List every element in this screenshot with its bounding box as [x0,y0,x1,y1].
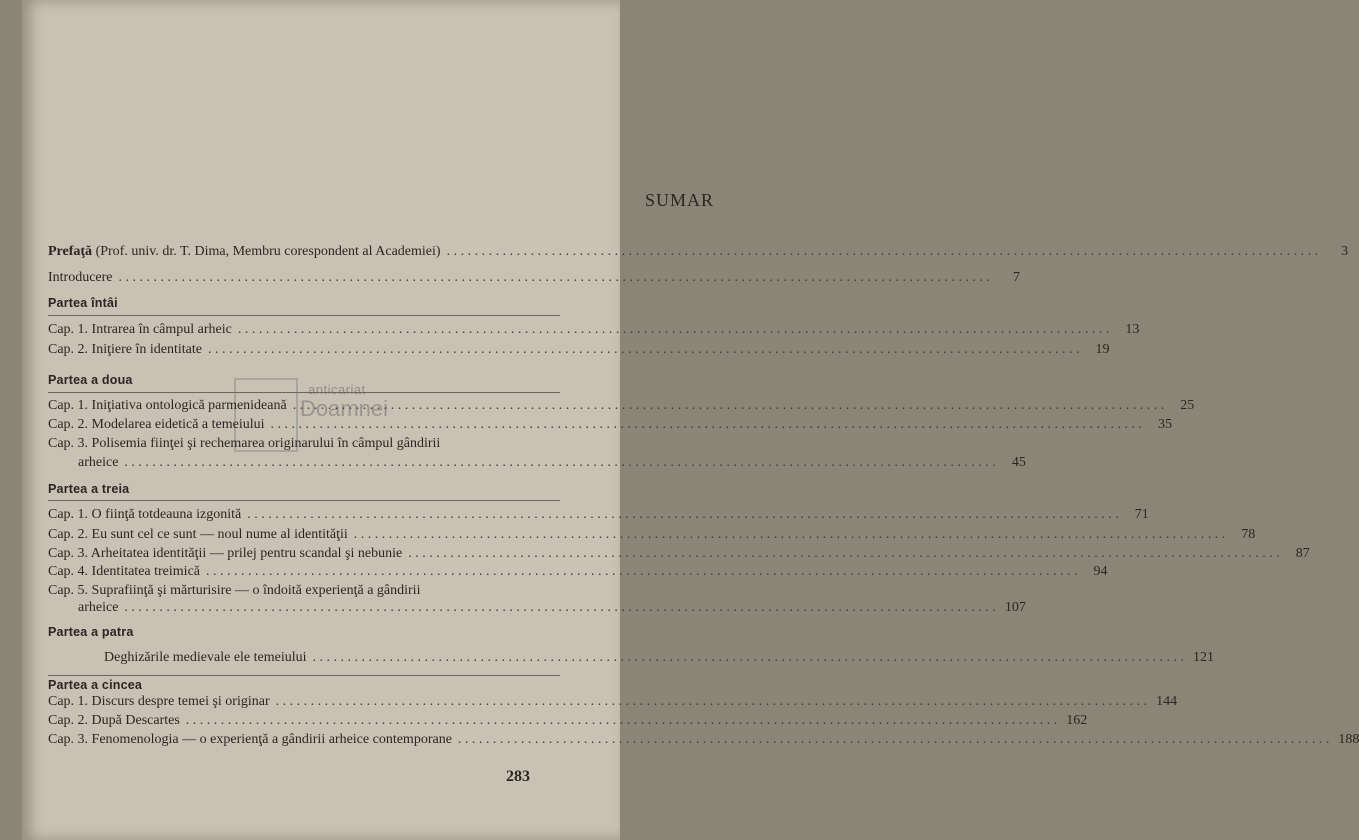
leader-dots [276,694,1148,710]
page-ref: 13 [1125,322,1140,337]
toc-entry [48,527,1256,547]
leader-dots [293,398,1165,414]
part-heading: Partea întâi [48,296,118,310]
leader-dots [313,650,1185,666]
leader-dots [354,527,1226,543]
toc-entry [48,713,1088,733]
page-ref: 45 [1011,455,1026,470]
toc-entry [48,546,1310,566]
toc-entry [48,732,1359,752]
entry-text: Cap. 5. Suprafiinţă şi mărturisire — o îndoită experienţă a gândirii [48,583,421,598]
page-ref: 121 [1193,650,1215,665]
divider [48,315,560,316]
page-title: SUMAR [644,190,715,210]
entry-text-cont: arheice [78,600,119,615]
toc-entry [48,564,1108,584]
page-ref: 107 [1004,600,1026,615]
entry-text: Cap. 1. O fiinţă totdeauna izgonită [48,507,242,522]
toc-entry [48,322,1140,342]
preface-label: Prefaţă [48,244,93,259]
toc-entry-intro [48,270,1021,290]
entry-text: Introducere [48,270,113,285]
leader-dots [238,322,1110,338]
entry-text-cont: arheice [78,455,119,470]
page-number: 283 [506,768,530,785]
page-ref: 7 [1013,270,1021,285]
entry-text: Cap. 3. Arheitatea identităţii — prilej pentru scandal şi nebunie [48,546,403,561]
divider [48,675,560,676]
leader-dots [447,244,1319,260]
part-heading: Partea a treia [48,482,130,496]
entry-text: Cap. 1. Iniţiativa ontologică parmenideană [48,398,287,413]
page-ref: 94 [1093,564,1108,579]
leader-dots [186,713,1058,729]
entry-text: Cap. 2. După Descartes [48,713,180,728]
page-ref: 3 [1341,244,1349,259]
divider [48,500,560,501]
page-ref: 19 [1095,342,1110,357]
leader-dots [119,270,991,286]
entry-text: Cap. 2. Eu sunt cel ce sunt — noul nume al identităţii [48,527,348,542]
entry-text: Cap. 1. Intrarea în câmpul arheic [48,322,232,337]
page-ref: 78 [1241,527,1256,542]
leader-dots [124,600,996,616]
entry-text: Cap. 3. Polisemia fiinţei şi rechemarea originarului în câmpul gândirii [48,436,441,451]
watermark-line1: anticariat [308,382,366,397]
entry-text: Cap. 2. Modelarea eidetică a temeiului [48,417,265,432]
toc-entry [48,436,558,456]
page-ref: 25 [1180,398,1195,413]
leader-dots [408,546,1280,562]
leader-dots [208,342,1080,358]
entry-text: Cap. 1. Discurs despre temei şi originar [48,694,270,709]
entry-text: Cap. 2. Iniţiere în identitate [48,342,202,357]
page-ref: 71 [1134,507,1149,522]
part-heading: Partea a cincea [48,678,143,692]
entry-text: Cap. 4. Identitatea treimică [48,564,200,579]
toc-entry [48,342,1110,362]
leader-dots [206,564,1078,580]
leader-dots [271,417,1143,433]
toc-entry [48,417,1173,437]
page-ref: 188 [1338,732,1359,747]
entry-text: Cap. 3. Fenomenologia — o experienţă a gândirii arheice contemporane [48,732,452,747]
preface-text: (Prof. univ. dr. T. Dima, Membru corespondent al Academiei) [92,244,441,259]
part-heading: Partea a patra [48,625,134,639]
toc-entry-preface [48,244,1349,264]
toc-entry [48,398,1195,418]
divider [48,392,560,393]
toc-entry [48,694,1178,714]
entry-text: Deghizările medievale ele temeiului [104,650,307,665]
page-ref: 162 [1066,713,1088,728]
toc-entry [104,650,1215,670]
toc-entry [48,507,1149,527]
page-ref: 35 [1158,417,1173,432]
leader-dots [124,455,996,471]
toc-entry-cont [48,600,1026,620]
leader-dots [458,732,1330,748]
page-ref: 87 [1295,546,1310,561]
page-ref: 144 [1156,694,1178,709]
toc-entry-cont [48,455,1026,475]
leader-dots [247,507,1119,523]
watermark-line2: Doamnei [300,396,389,421]
part-heading: Partea a doua [48,373,133,387]
